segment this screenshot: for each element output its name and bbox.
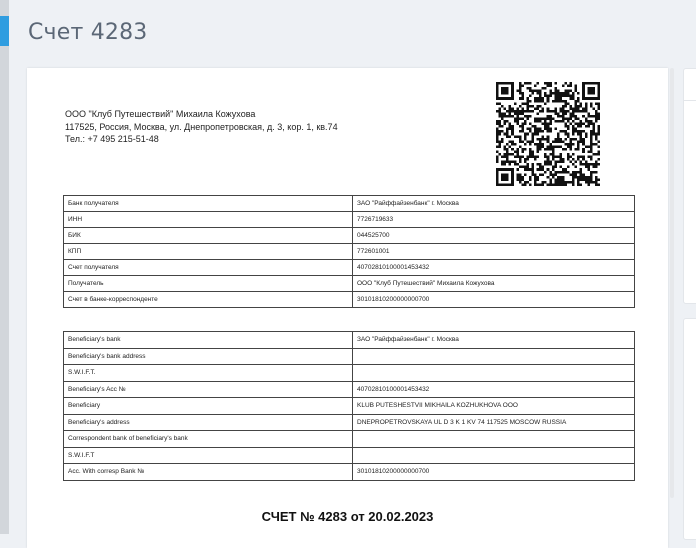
requisite-value: DNEPROPETROVSKAYA UL D 3 K 1 KV 74 117525 MOSCOW RUSSIA bbox=[353, 414, 635, 431]
requisite-value: ООО "Клуб Путешествий" Михаила Кожухова bbox=[353, 276, 635, 292]
document-scrollbar[interactable] bbox=[670, 68, 674, 498]
left-sidebar-strip bbox=[0, 0, 9, 534]
table-row bbox=[64, 276, 635, 292]
requisite-label: Beneficiary's address bbox=[64, 414, 353, 431]
requisite-value: 044525700 bbox=[353, 228, 635, 244]
invoice-heading: СЧЕТ № 4283 от 20.02.2023 bbox=[261, 509, 434, 524]
requisite-value bbox=[353, 447, 635, 464]
requisite-label: S.W.I.F.T. bbox=[64, 365, 353, 382]
requisite-value bbox=[353, 365, 635, 382]
table-row bbox=[64, 398, 635, 415]
requisite-value bbox=[353, 431, 635, 448]
bank-requisites-table-ru bbox=[63, 195, 635, 308]
table-row bbox=[64, 228, 635, 244]
requisite-value: 40702810100001453432 bbox=[353, 381, 635, 398]
table-row bbox=[64, 212, 635, 228]
bank-requisites-table-en bbox=[63, 331, 635, 481]
requisite-value: ЗАО "Райффайзенбанк" г. Москва bbox=[353, 196, 635, 212]
requisite-label: Получатель bbox=[64, 276, 353, 292]
table-row bbox=[64, 244, 635, 260]
requisite-value: 30101810200000000700 bbox=[353, 464, 635, 481]
invoice-document bbox=[27, 68, 668, 548]
table-row bbox=[64, 292, 635, 308]
active-nav-indicator bbox=[0, 16, 9, 46]
requisite-label: Correspondent bank of beneficiary's bank bbox=[64, 431, 353, 448]
requisite-label: КПП bbox=[64, 244, 353, 260]
table-row bbox=[64, 447, 635, 464]
requisite-label: Счет получателя bbox=[64, 260, 353, 276]
requisite-label: Банк получателя bbox=[64, 196, 353, 212]
requisite-label: S.W.I.F.T bbox=[64, 447, 353, 464]
payment-qr-code bbox=[496, 82, 600, 186]
page-title: Счет 4283 bbox=[28, 20, 148, 45]
side-panel-secondary bbox=[683, 318, 696, 540]
requisite-label: ИНН bbox=[64, 212, 353, 228]
requisite-label: БИК bbox=[64, 228, 353, 244]
company-address: 117525, Россия, Москва, ул. Днепропетровская, д. 3, кор. 1, кв.74 bbox=[65, 121, 338, 132]
table-row bbox=[64, 464, 635, 481]
requisite-value: KLUB PUTESHESTVII MIKHAILA KOZHUKHOVA OOO bbox=[353, 398, 635, 415]
requisite-label: Acc. With corresp Bank № bbox=[64, 464, 353, 481]
company-phone: Тел.: +7 495 215-51-48 bbox=[65, 134, 159, 144]
requisite-label: Beneficiary's Acc № bbox=[64, 381, 353, 398]
table-row bbox=[64, 260, 635, 276]
requisite-label: Beneficiary's bank bbox=[64, 332, 353, 349]
table-row bbox=[64, 332, 635, 349]
requisite-value: 40702810100001453432 bbox=[353, 260, 635, 276]
requisite-label: Beneficiary's bank address bbox=[64, 348, 353, 365]
requisite-value: ЗАО "Райффайзенбанк" г. Москва bbox=[353, 332, 635, 349]
table-row bbox=[64, 348, 635, 365]
table-row bbox=[64, 365, 635, 382]
table-row bbox=[64, 431, 635, 448]
requisite-value: 30101810200000000700 bbox=[353, 292, 635, 308]
company-header bbox=[65, 108, 338, 146]
requisite-label: Счет в банке-корреспонденте bbox=[64, 292, 353, 308]
table-row bbox=[64, 414, 635, 431]
side-panel bbox=[683, 68, 696, 304]
table-row bbox=[64, 381, 635, 398]
requisite-value bbox=[353, 348, 635, 365]
requisite-label: Beneficiary bbox=[64, 398, 353, 415]
table-row bbox=[64, 196, 635, 212]
requisite-value: 7726719633 bbox=[353, 212, 635, 228]
requisite-value: 772601001 bbox=[353, 244, 635, 260]
side-panel-divider bbox=[684, 100, 696, 101]
company-name: ООО "Клуб Путешествий" Михаила Кожухова bbox=[65, 109, 256, 119]
